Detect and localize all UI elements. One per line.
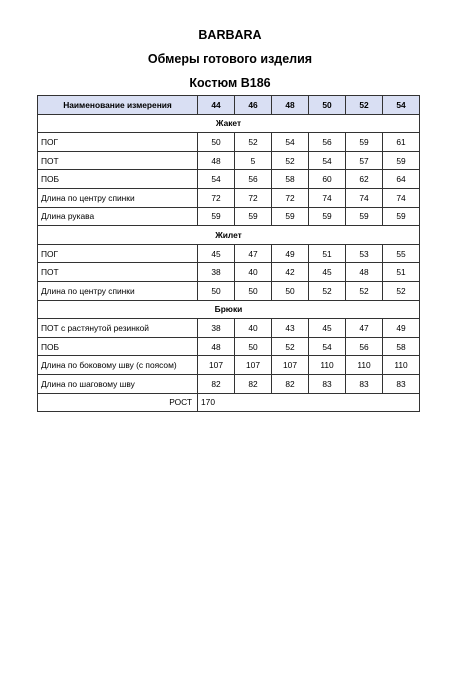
measurement-value: 83	[346, 374, 383, 393]
measurement-value: 50	[198, 133, 235, 152]
measurement-value: 47	[346, 319, 383, 338]
measurement-value: 43	[272, 319, 309, 338]
measurement-value: 47	[235, 244, 272, 263]
measurement-value: 52	[309, 281, 346, 300]
section-title: Жилет	[38, 226, 420, 245]
measurement-value: 52	[272, 337, 309, 356]
table-row	[38, 263, 420, 282]
measurement-name: Длина по центру спинки	[38, 188, 198, 207]
measurement-value: 72	[272, 188, 309, 207]
measurement-value: 72	[235, 188, 272, 207]
measurement-name: Длина рукава	[38, 207, 198, 226]
table-row	[38, 151, 420, 170]
measurement-value: 5	[235, 151, 272, 170]
height-row	[38, 393, 420, 412]
table-row	[38, 244, 420, 263]
measurement-name: ПОБ	[38, 337, 198, 356]
measurement-value: 58	[272, 170, 309, 189]
size-header: 46	[235, 96, 272, 115]
measurement-value: 48	[346, 263, 383, 282]
section-row	[38, 226, 420, 245]
measurement-value: 72	[198, 188, 235, 207]
size-header: 54	[383, 96, 420, 115]
measurement-value: 45	[309, 263, 346, 282]
measurement-value: 59	[383, 151, 420, 170]
measurement-value: 107	[235, 356, 272, 375]
measurement-value: 58	[383, 337, 420, 356]
measurement-value: 74	[346, 188, 383, 207]
table-row	[38, 374, 420, 393]
measurement-value: 57	[346, 151, 383, 170]
measurement-value: 54	[309, 151, 346, 170]
measurement-value: 82	[198, 374, 235, 393]
measurement-name: Длина по шаговому шву	[38, 374, 198, 393]
table-row	[38, 207, 420, 226]
measurement-name: ПОТ с растянутой резинкой	[38, 319, 198, 338]
measurement-value: 59	[383, 207, 420, 226]
measurements-body	[38, 114, 420, 412]
measurement-name: ПОГ	[38, 133, 198, 152]
measurement-value: 50	[235, 337, 272, 356]
measurement-value: 48	[198, 337, 235, 356]
measurement-name: ПОБ	[38, 170, 198, 189]
measurement-value: 54	[272, 133, 309, 152]
measurement-value: 54	[198, 170, 235, 189]
measurement-value: 40	[235, 263, 272, 282]
table-row	[38, 133, 420, 152]
measurement-value: 107	[198, 356, 235, 375]
table-row	[38, 170, 420, 189]
measurement-name: Длина по центру спинки	[38, 281, 198, 300]
measurement-value: 52	[235, 133, 272, 152]
measurement-value: 83	[309, 374, 346, 393]
measurement-value: 74	[383, 188, 420, 207]
measurement-value: 52	[346, 281, 383, 300]
size-header: 48	[272, 96, 309, 115]
measurement-value: 74	[309, 188, 346, 207]
measurement-name: Длина по боковому шву (с поясом)	[38, 356, 198, 375]
table-row	[38, 319, 420, 338]
measurement-value: 52	[383, 281, 420, 300]
measurement-name: ПОГ	[38, 244, 198, 263]
measurement-value: 82	[235, 374, 272, 393]
measurement-value: 38	[198, 319, 235, 338]
measurement-value: 59	[235, 207, 272, 226]
table-row	[38, 337, 420, 356]
measurement-value: 49	[383, 319, 420, 338]
measurement-value: 45	[309, 319, 346, 338]
measurement-value: 56	[235, 170, 272, 189]
measurement-value: 83	[383, 374, 420, 393]
section-title: Жакет	[38, 114, 420, 133]
measurement-value: 110	[309, 356, 346, 375]
section-row	[38, 300, 420, 319]
document-subtitle: Обмеры готового изделия	[147, 52, 313, 66]
measurement-value: 60	[309, 170, 346, 189]
size-header: 52	[346, 96, 383, 115]
measurement-value: 59	[309, 207, 346, 226]
measurement-value: 61	[383, 133, 420, 152]
measurement-name: ПОТ	[38, 263, 198, 282]
measurement-value: 107	[272, 356, 309, 375]
section-title: Брюки	[38, 300, 420, 319]
measurement-value: 40	[235, 319, 272, 338]
measurement-value: 50	[235, 281, 272, 300]
measurement-value: 51	[309, 244, 346, 263]
measurement-value: 56	[309, 133, 346, 152]
measurement-value: 51	[383, 263, 420, 282]
product-title: Костюм В186	[189, 76, 271, 90]
measurement-value: 64	[383, 170, 420, 189]
measurement-value: 62	[346, 170, 383, 189]
measurement-value: 50	[272, 281, 309, 300]
measurement-value: 82	[272, 374, 309, 393]
size-header: 44	[198, 96, 235, 115]
measurement-value: 53	[346, 244, 383, 263]
table-row	[38, 356, 420, 375]
measurement-value: 42	[272, 263, 309, 282]
measurement-value: 52	[272, 151, 309, 170]
measurement-value: 110	[383, 356, 420, 375]
table-row	[38, 188, 420, 207]
measurement-value: 110	[346, 356, 383, 375]
measurement-value: 59	[346, 133, 383, 152]
measurement-value: 59	[198, 207, 235, 226]
brand-title: BARBARA	[198, 28, 262, 42]
measurement-value: 59	[346, 207, 383, 226]
section-row	[38, 114, 420, 133]
table-header-row	[38, 96, 420, 115]
measurement-value: 38	[198, 263, 235, 282]
height-value: 170	[198, 393, 420, 412]
height-label: РОСТ	[38, 393, 198, 412]
measurement-value: 54	[309, 337, 346, 356]
measurements-table	[37, 95, 420, 412]
size-header: 50	[309, 96, 346, 115]
measurement-value: 49	[272, 244, 309, 263]
measurement-value: 45	[198, 244, 235, 263]
measurement-value: 48	[198, 151, 235, 170]
measurement-value: 50	[198, 281, 235, 300]
measurement-name: ПОТ	[38, 151, 198, 170]
measurement-name-header: Наименование измерения	[38, 96, 198, 115]
measurement-value: 55	[383, 244, 420, 263]
measurement-value: 59	[272, 207, 309, 226]
measurement-value: 56	[346, 337, 383, 356]
table-row	[38, 281, 420, 300]
